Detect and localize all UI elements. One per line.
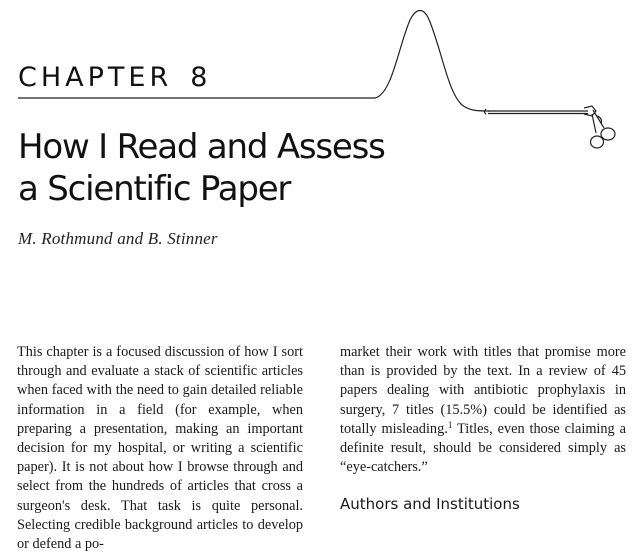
paragraph-text-before-ref: market their work with titles that promise more than is provided by the text. In a review of 45 papers dealing with antibiotic prophylaxis in surgery, 7 titles (15.5%) could be identified as totally misleading. [340,344,626,437]
scissors-ratchet [597,116,602,124]
scissors-handle-a [593,110,604,128]
chapter-label: CHAPTER [18,62,173,93]
left-column [17,343,303,553]
author-line: M. Rothmund and B. Stinner [18,229,218,248]
scissors-ring-b [591,136,604,148]
section-heading: Authors and Institutions [340,495,520,513]
scissors-handle-b [592,114,596,133]
title-line-2: a Scientific Paper [18,169,291,209]
chapter-title [18,126,458,210]
scissors-ring-a [601,128,615,140]
scissors-tip [485,109,487,114]
intro-paragraph: This chapter is a focused discussion of how I sort through and evaluate a stack of scientific articles when faced with the need to gain detailed reliable information in a field (for example, when preparing a presentation, making an important decision for my hospital, or writing a scientific paper). It is not about how I browse through and select from the hundreds of articles that cross a surgeon's desk. That task is quite personal. Selecting credible background articles to develop or defend a po- [17,344,303,553]
bell-curve [375,11,490,112]
chapter-heading [18,62,207,93]
paragraph-text-after-ref: Titles, even those claiming a definite result, should be considered simply as “eye-catchers.” [340,420,627,476]
title-paragraph [340,343,626,477]
right-column [340,343,626,477]
footnote-reference[interactable]: 1 [447,419,453,430]
title-line-1: How I Read and Assess [18,127,385,167]
chapter-number: 8 [190,62,208,93]
scissors-joint [584,106,596,116]
